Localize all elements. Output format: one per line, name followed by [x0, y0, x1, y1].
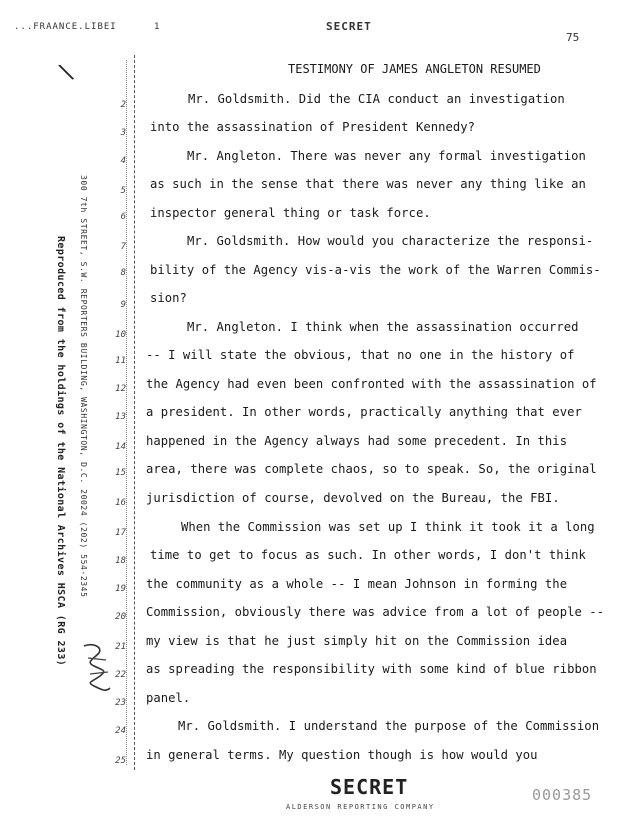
- handwritten-tick-mark: \: [56, 58, 78, 87]
- transcript-line: as spreading the responsibility with some kind of blue ribbon: [146, 662, 597, 676]
- line-number: 10: [115, 330, 126, 340]
- transcript-line: jurisdiction of course, devolved on the Bureau, the FBI.: [146, 491, 560, 505]
- line-number: 23: [115, 698, 126, 708]
- header-classification: SECRET: [326, 20, 372, 33]
- transcript-line: time to get to focus as such. In other words, I don't think: [150, 548, 586, 562]
- transcript-line: bility of the Agency vis-a-vis the work of the Warren Commis-: [150, 263, 601, 277]
- margin-rule-inner: [126, 60, 127, 765]
- line-number: 3: [120, 128, 126, 138]
- transcript-line: the Agency had even been confronted with the assassination of: [146, 377, 597, 391]
- transcript-line: Mr. Angleton. I think when the assassination occurred: [187, 320, 579, 334]
- transcript-line: my view is that he just simply hit on the Commission idea: [146, 634, 568, 648]
- transcript-line: the community as a whole -- I mean Johnson in forming the: [146, 577, 568, 591]
- line-number: 20: [115, 612, 126, 622]
- transcript-line: inspector general thing or task force.: [150, 206, 431, 220]
- classification-stamp: SECRET: [330, 775, 409, 799]
- line-number: 18: [115, 556, 126, 566]
- line-number: 24: [115, 726, 126, 736]
- document-number: 000385: [532, 786, 593, 804]
- line-number: 13: [115, 412, 126, 422]
- transcript-line: -- I will state the obvious, that no one in the history of: [146, 348, 575, 362]
- transcript-line: in general terms. My question though is how would you: [146, 748, 538, 762]
- line-number: 25: [115, 756, 126, 766]
- line-number: 14: [115, 442, 126, 452]
- page-number: 75: [566, 31, 580, 44]
- transcript-line: Mr. Goldsmith. How would you characterize the responsi-: [187, 234, 594, 248]
- header-marker: 1: [154, 22, 161, 32]
- transcript-line: a president. In other words, practically anything that ever: [146, 405, 582, 419]
- transcript-line: Mr. Goldsmith. Did the CIA conduct an investigation: [188, 92, 565, 106]
- transcript-line: as such in the sense that there was never any thing like an: [150, 177, 586, 191]
- sidebar-address: 300 7th STREET, S.W. REPORTERS BUILDING, WASHINGTON, D.C. 20024 (202) 554-2345: [79, 175, 88, 598]
- line-number: 6: [120, 212, 126, 222]
- transcript-line: When the Commission was set up I think it took it a long: [181, 520, 595, 534]
- line-number: 12: [115, 384, 126, 394]
- testimony-title: TESTIMONY OF JAMES ANGLETON RESUMED: [288, 62, 541, 76]
- line-number: 4: [120, 156, 126, 166]
- line-number: 17: [115, 528, 126, 538]
- margin-rule: [134, 55, 135, 770]
- header-left-text: ...FRAANCE.LIBEI: [14, 22, 117, 32]
- line-number: 11: [115, 356, 126, 366]
- line-number: 9: [120, 300, 126, 310]
- line-number: 16: [115, 498, 126, 508]
- sidebar-reproduction-note: Reproduced from the holdings of the National Archives HSCA (RG 233): [55, 236, 66, 667]
- transcript-line: Mr. Angleton. There was never any formal investigation: [187, 149, 586, 163]
- transcript-line: Mr. Goldsmith. I understand the purpose of the Commission: [178, 719, 600, 733]
- transcript-line: panel.: [146, 691, 191, 705]
- transcript-line: Commission, obviously there was advice from a lot of people --: [146, 605, 605, 619]
- line-number: 19: [115, 584, 126, 594]
- line-number: 2: [120, 100, 126, 110]
- transcript-line: area, there was complete chaos, so to speak. So, the original: [146, 462, 597, 476]
- transcript-line: into the assassination of President Kennedy?: [150, 120, 476, 134]
- line-number: 8: [120, 268, 126, 278]
- line-number: 5: [120, 186, 126, 196]
- line-number: 15: [115, 468, 126, 478]
- reporting-company: ALDERSON REPORTING COMPANY: [286, 803, 435, 811]
- line-number: 21: [115, 642, 126, 652]
- transcript-line: sion?: [150, 291, 187, 305]
- line-number: 7: [120, 242, 126, 252]
- transcript-line: happened in the Agency always had some precedent. In this: [146, 434, 568, 448]
- line-number: 22: [115, 670, 126, 680]
